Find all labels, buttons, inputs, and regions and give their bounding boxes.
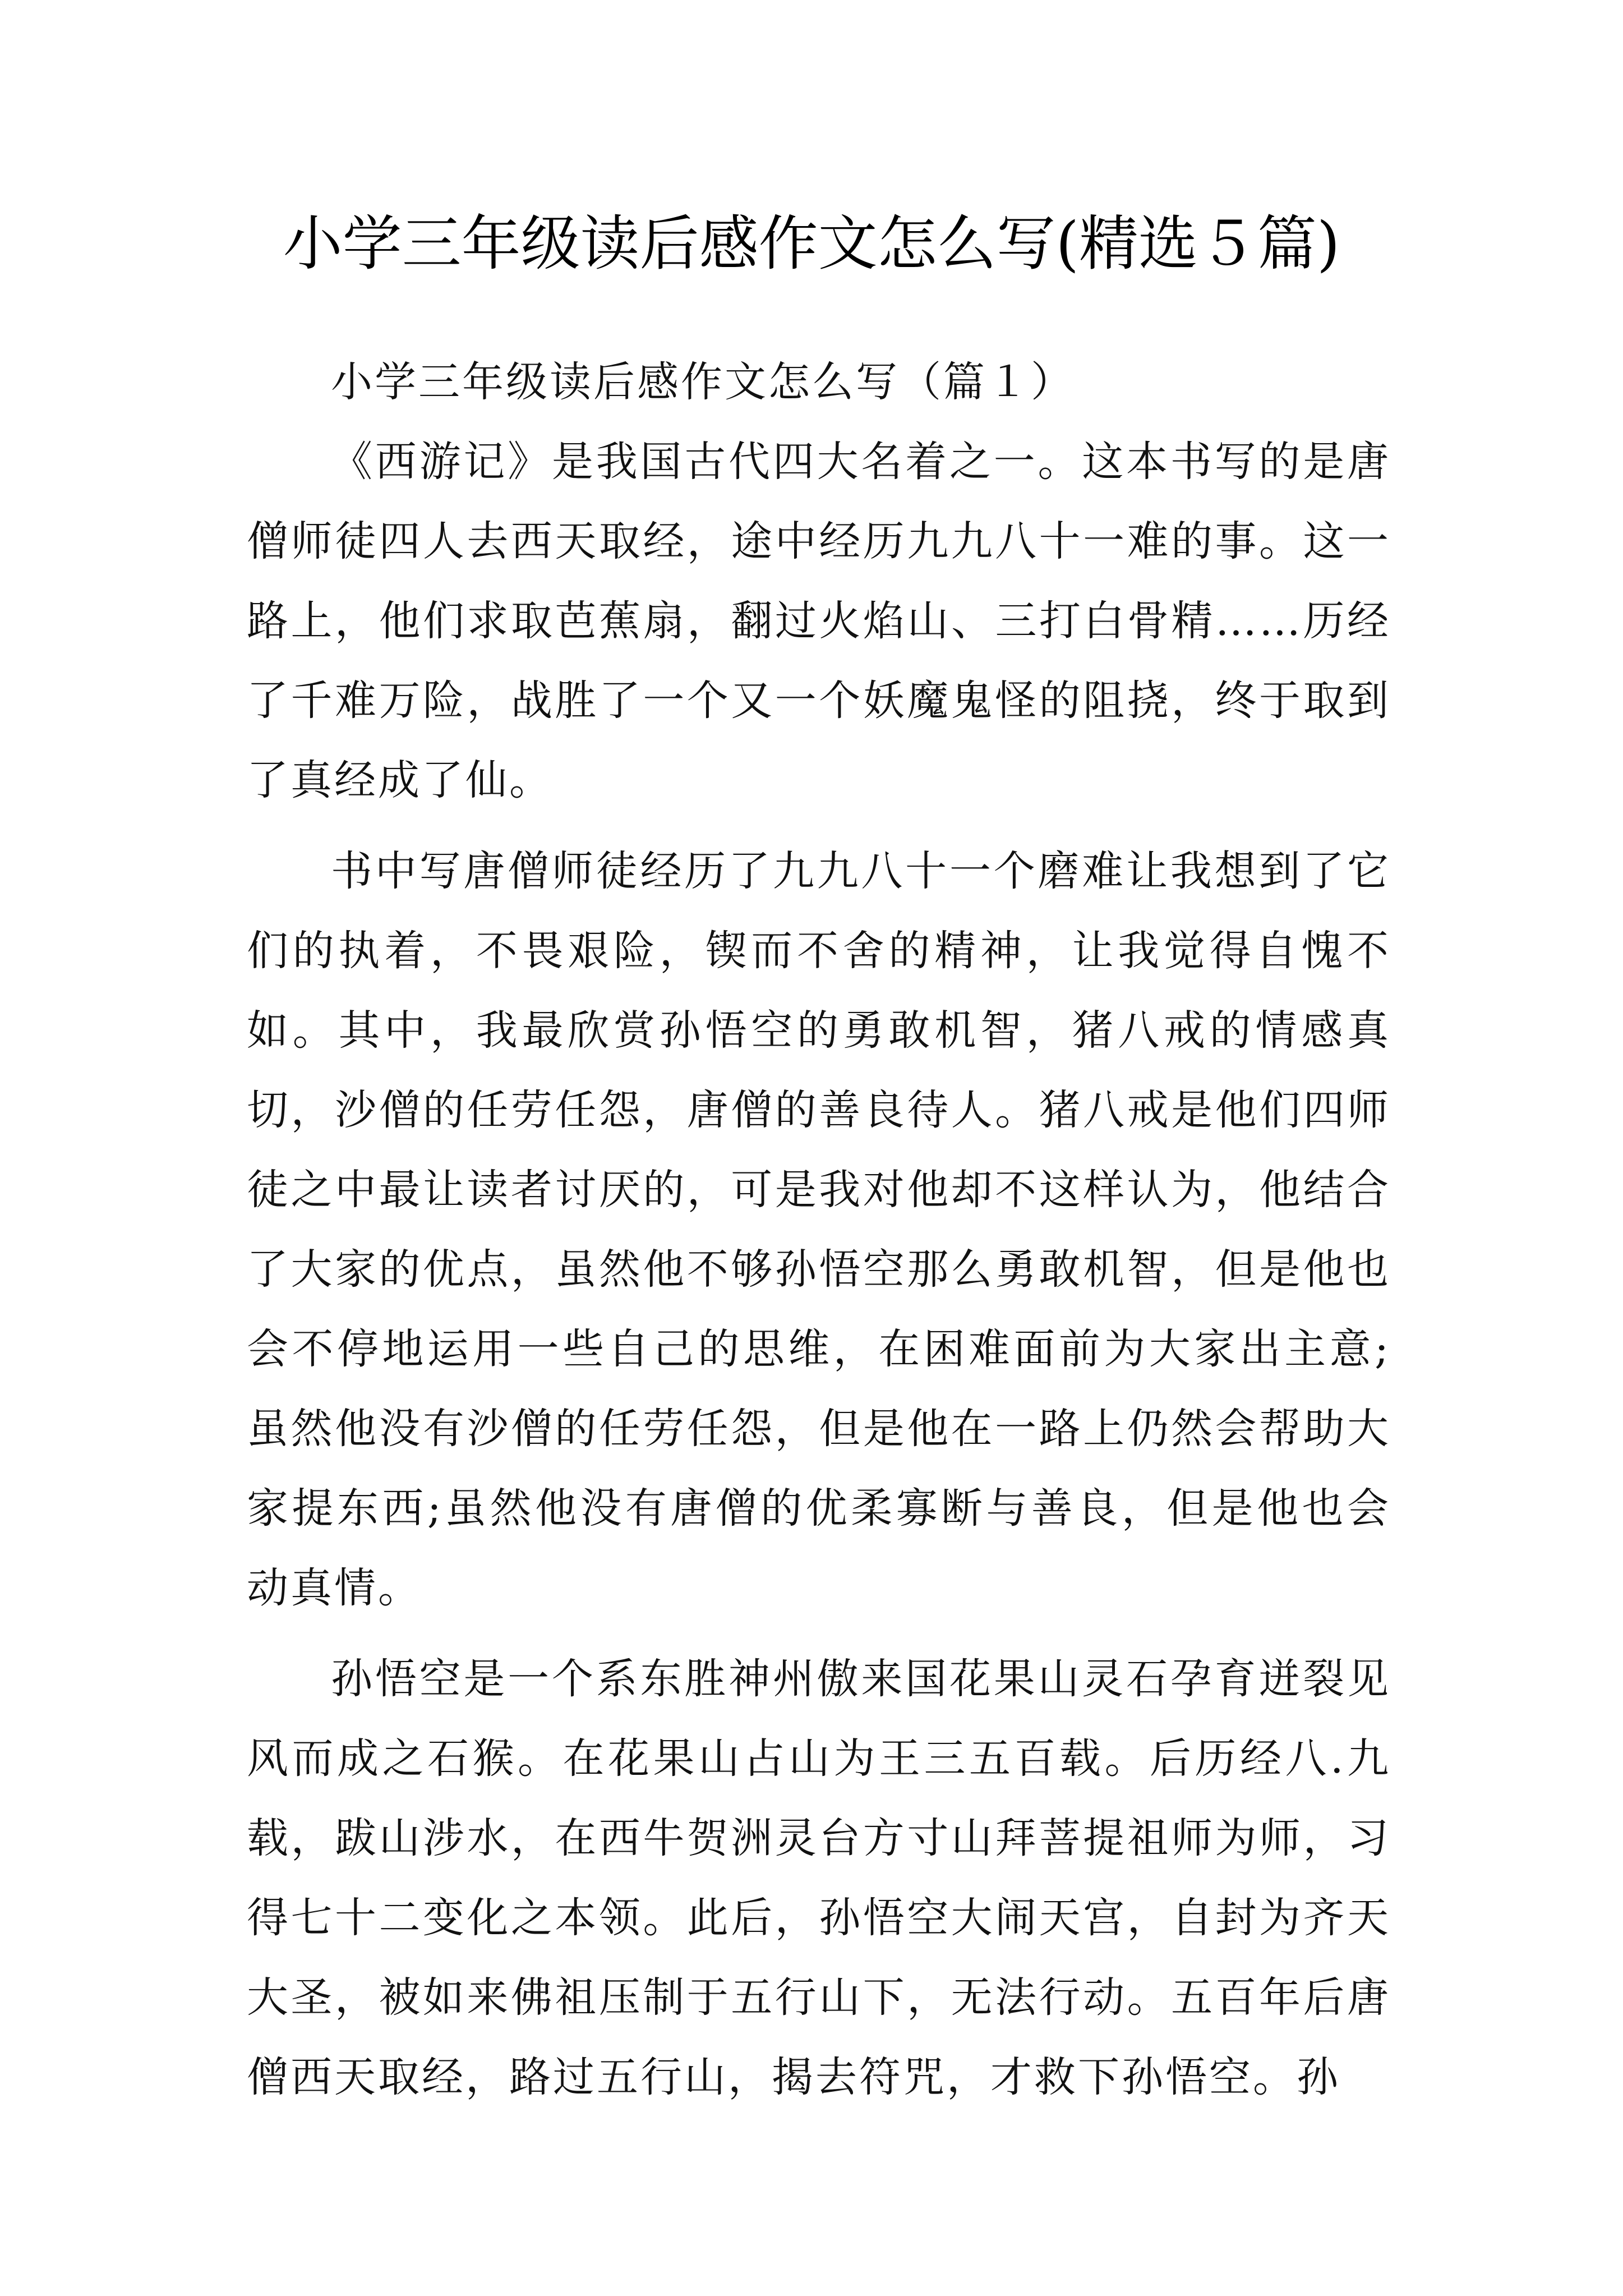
section-heading: 小学三年级读后感作文怎么写（篇１）	[331, 358, 1075, 406]
document-title: 小学三年级读后感作文怎么写(精选５篇)	[283, 209, 1340, 278]
paragraph: 《西游记》是我国古代四大名着之一。这本书写的是唐僧师徒四人去西天取经，途中经历九九八十一难的事。这一路上，他们求取芭蕉扇，翻过火焰山、三打白骨精……历经了千难万险，战胜了一个又一个妖魔鬼怪的阻挠，终于取到了真经成了仙。	[247, 438, 1391, 804]
paragraph: 书中写唐僧师徒经历了九九八十一个磨难让我想到了它们的执着，不畏艰险，锲而不舍的精神，让我觉得自愧不如。其中，我最欣赏孙悟空的勇敢机智，猪八戒的情感真切，沙僧的任劳任怨，唐僧的善良待人。猪八戒是他们四师徒之中最让读者讨厌的，可是我对他却不这样认为，他结合了大家的优点，虽然他不够孙悟空那么勇敢机智，但是他也会不停地运用一些自己的思维，在困难面前为大家出主意;虽然他没有沙僧的任劳任怨，但是他在一路上仍然会帮助大家提东西;虽然他没有唐僧的优柔寡断与善良，但是他也会动真情。	[247, 847, 1391, 1612]
document-body	[247, 342, 1391, 2128]
paragraph: 孙悟空是一个系东胜神州傲来国花果山灵石孕育迸裂见风而成之石猴。在花果山占山为王三五百载。后历经八.九载，跋山涉水，在西牛贺洲灵台方寸山拜菩提祖师为师，习得七十二变化之本领。此后，孙悟空大闹天宫，自封为齐天大圣，被如来佛祖压制于五行山下，无法行动。五百年后唐僧西天取经，路过五行山，揭去符咒，才救下孙悟空。孙	[247, 1655, 1391, 2101]
